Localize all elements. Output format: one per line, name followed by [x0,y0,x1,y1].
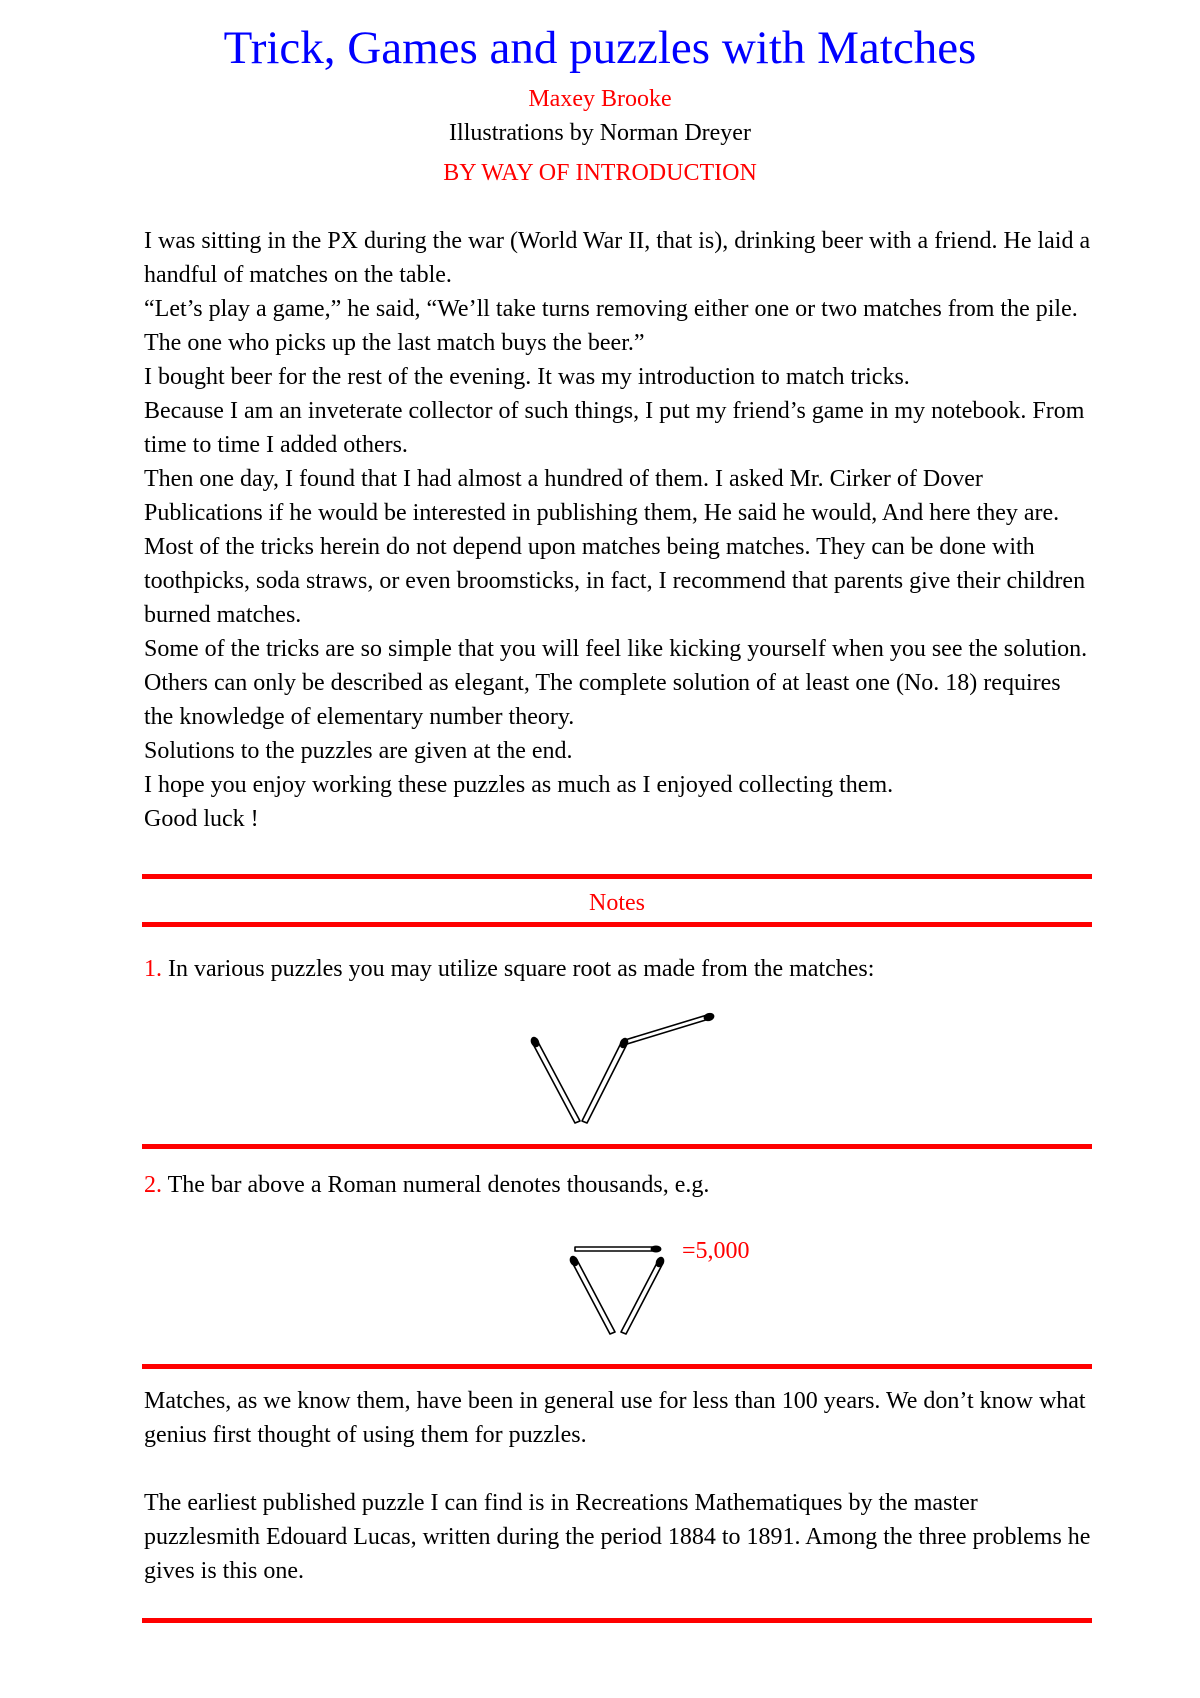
note-item [144,952,1094,986]
note-text: In various puzzles you may utilize square root as made from the matches: [162,956,875,982]
square-root-matches-icon [520,1000,720,1130]
intro-paragraph: Most of the tricks herein do not depend upon matches being matches. They can be done with toothpicks, soda straws, or even broomsticks, in fact, I recommend that parents give their children burned matches. [144,534,1086,628]
divider [142,874,1092,879]
closing-text [144,1486,1094,1588]
page-title: Trick, Games and puzzles with Matches [223,22,977,74]
closing-paragraph: Matches, as we know them, have been in general use for less than 100 years. We don’t know what genius first thought of using them for puzzles. [144,1388,1086,1448]
intro-paragraph: I hope you enjoy working these puzzles as much as I enjoyed collecting them. [144,772,894,798]
note-number: 2. [144,1172,162,1198]
divider [142,922,1092,927]
intro-paragraph: I bought beer for the rest of the evening. It was my introduction to match tricks. [144,364,910,390]
intro-paragraph: Good luck ! [144,806,259,832]
divider [142,1144,1092,1149]
divider [142,1364,1092,1369]
example-value: =5,000 [682,1238,750,1264]
intro-text [144,224,1094,836]
illustrator-credit: Illustrations by Norman Dreyer [449,120,751,146]
section-heading: BY WAY OF INTRODUCTION [443,160,757,186]
intro-paragraph: I was sitting in the PX during the war (World War II, that is), drinking beer with a friend. He laid a handful of matches on the table. [144,228,1091,288]
note-number: 1. [144,956,162,982]
note-item [144,1168,1094,1202]
divider [142,1618,1092,1623]
intro-paragraph: “Let’s play a game,” he said, “We’ll take turns removing either one or two matches from the pile. The one who picks up the last match buys the beer.” [144,296,1078,356]
notes-heading: Notes [589,890,645,916]
intro-paragraph: Some of the tricks are so simple that you will feel like kicking yourself when you see the solution. Others can only be described as elegant, The complete solution of at least one (No. 18) requires the knowledge of elementary number theory. [144,636,1088,730]
closing-text [144,1384,1094,1452]
note-text: The bar above a Roman numeral denotes thousands, e.g. [162,1172,710,1198]
intro-paragraph: Because I am an inveterate collector of such things, I put my friend’s game in my notebook. From time to time I added others. [144,398,1085,458]
roman-five-thousand-matches-icon [560,1228,680,1338]
closing-paragraph: The earliest published puzzle I can find is in Recreations Mathematiques by the master puzzlesmith Edouard Lucas, written during the period 1884 to 1891. Among the three problems he gives is this one. [144,1490,1091,1584]
author-name: Maxey Brooke [528,86,672,112]
intro-paragraph: Solutions to the puzzles are given at the end. [144,738,573,764]
intro-paragraph: Then one day, I found that I had almost a hundred of them. I asked Mr. Cirker of Dover Publications if he would be interested in publishing them, He said he would, And here they are. [144,466,1060,526]
